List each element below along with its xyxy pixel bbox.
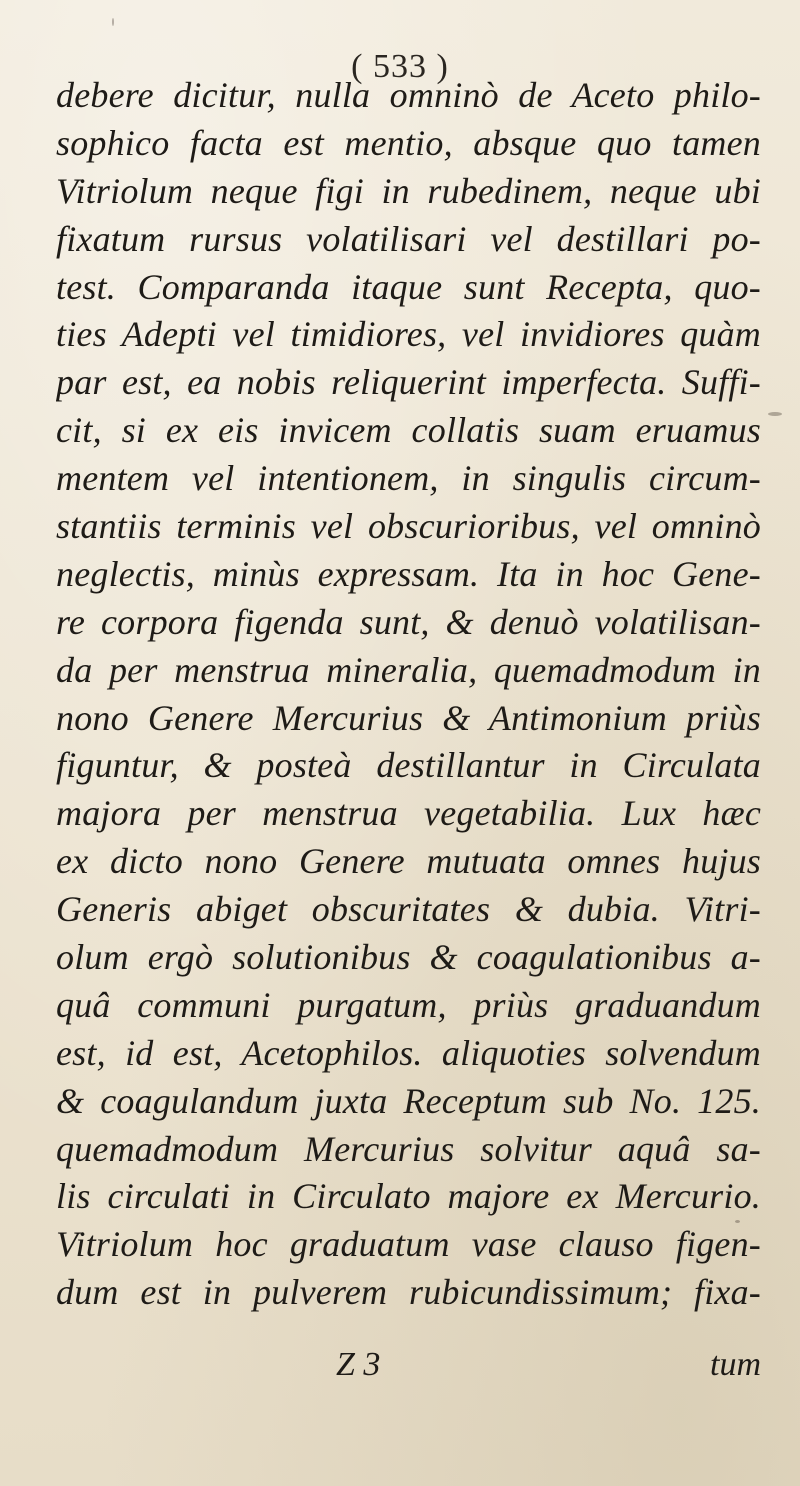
text-line: re corpora figenda sunt, & denuò volatilisan-: [56, 601, 761, 642]
body-text: [56, 72, 761, 1317]
text-line: figuntur, & posteà destillantur in Circulata: [56, 745, 761, 786]
text-line: ties Adepti vel timidiores, vel invidiores quàm: [56, 314, 761, 355]
ink-speck: [768, 412, 782, 416]
text-line: fixatum rursus volatilisari vel destillari po-: [56, 218, 761, 259]
text-line: test. Comparanda itaque sunt Recepta, quo-: [56, 266, 761, 307]
text-line: sophico facta est mentio, absque quo tamen: [56, 122, 761, 163]
ink-speck: [735, 1220, 740, 1223]
text-line: majora per menstrua vegetabilia. Lux hæc: [56, 793, 761, 834]
text-line: & coagulandum juxta Receptum sub No. 125.: [56, 1080, 761, 1121]
text-line: par est, ea nobis reliquerint imperfecta. Suffi-: [56, 362, 761, 403]
text-line: quâ communi purgatum, priùs graduandum: [56, 984, 761, 1025]
text-line: da per menstrua mineralia, quemadmodum in: [56, 649, 761, 690]
text-line: lis circulati in Circulato majore ex Mercurio.: [56, 1176, 761, 1217]
signature-mark: Z 3: [336, 1346, 381, 1383]
text-line: est, id est, Acetophilos. aliquoties solvendum: [56, 1032, 761, 1073]
page-footer: [56, 1346, 761, 1394]
page-number: ( 533 ): [351, 48, 449, 85]
text-line: cit, si ex eis invicem collatis suam eruamus: [56, 410, 761, 451]
text-line: debere dicitur, nulla omninò de Aceto philo-: [56, 75, 761, 115]
text-line: olum ergò solutionibus & coagulationibus a-: [56, 937, 761, 978]
text-line: dum est in pulverem rubicundissimum; fixa-: [56, 1272, 761, 1313]
text-line: quemadmodum Mercurius solvitur aquâ sa-: [56, 1128, 761, 1169]
catchword: tum: [710, 1346, 761, 1383]
text-line: ex dicto nono Genere mutuata omnes hujus: [56, 841, 761, 882]
text-line: stantiis terminis vel obscurioribus, vel omninò: [56, 506, 761, 547]
text-line: neglectis, minùs expressam. Ita in hoc Gene-: [56, 553, 761, 594]
ink-speck: [112, 18, 114, 26]
text-line: nono Genere Mercurius & Antimonium priùs: [56, 697, 761, 738]
text-line: mentem vel intentionem, in singulis circum-: [56, 458, 761, 499]
text-line: Vitriolum neque figi in rubedinem, neque ubi: [56, 170, 761, 211]
text-line: Vitriolum hoc graduatum vase clauso figen-: [56, 1224, 761, 1265]
text-line: Generis abiget obscuritates & dubia. Vitri-: [56, 889, 761, 930]
